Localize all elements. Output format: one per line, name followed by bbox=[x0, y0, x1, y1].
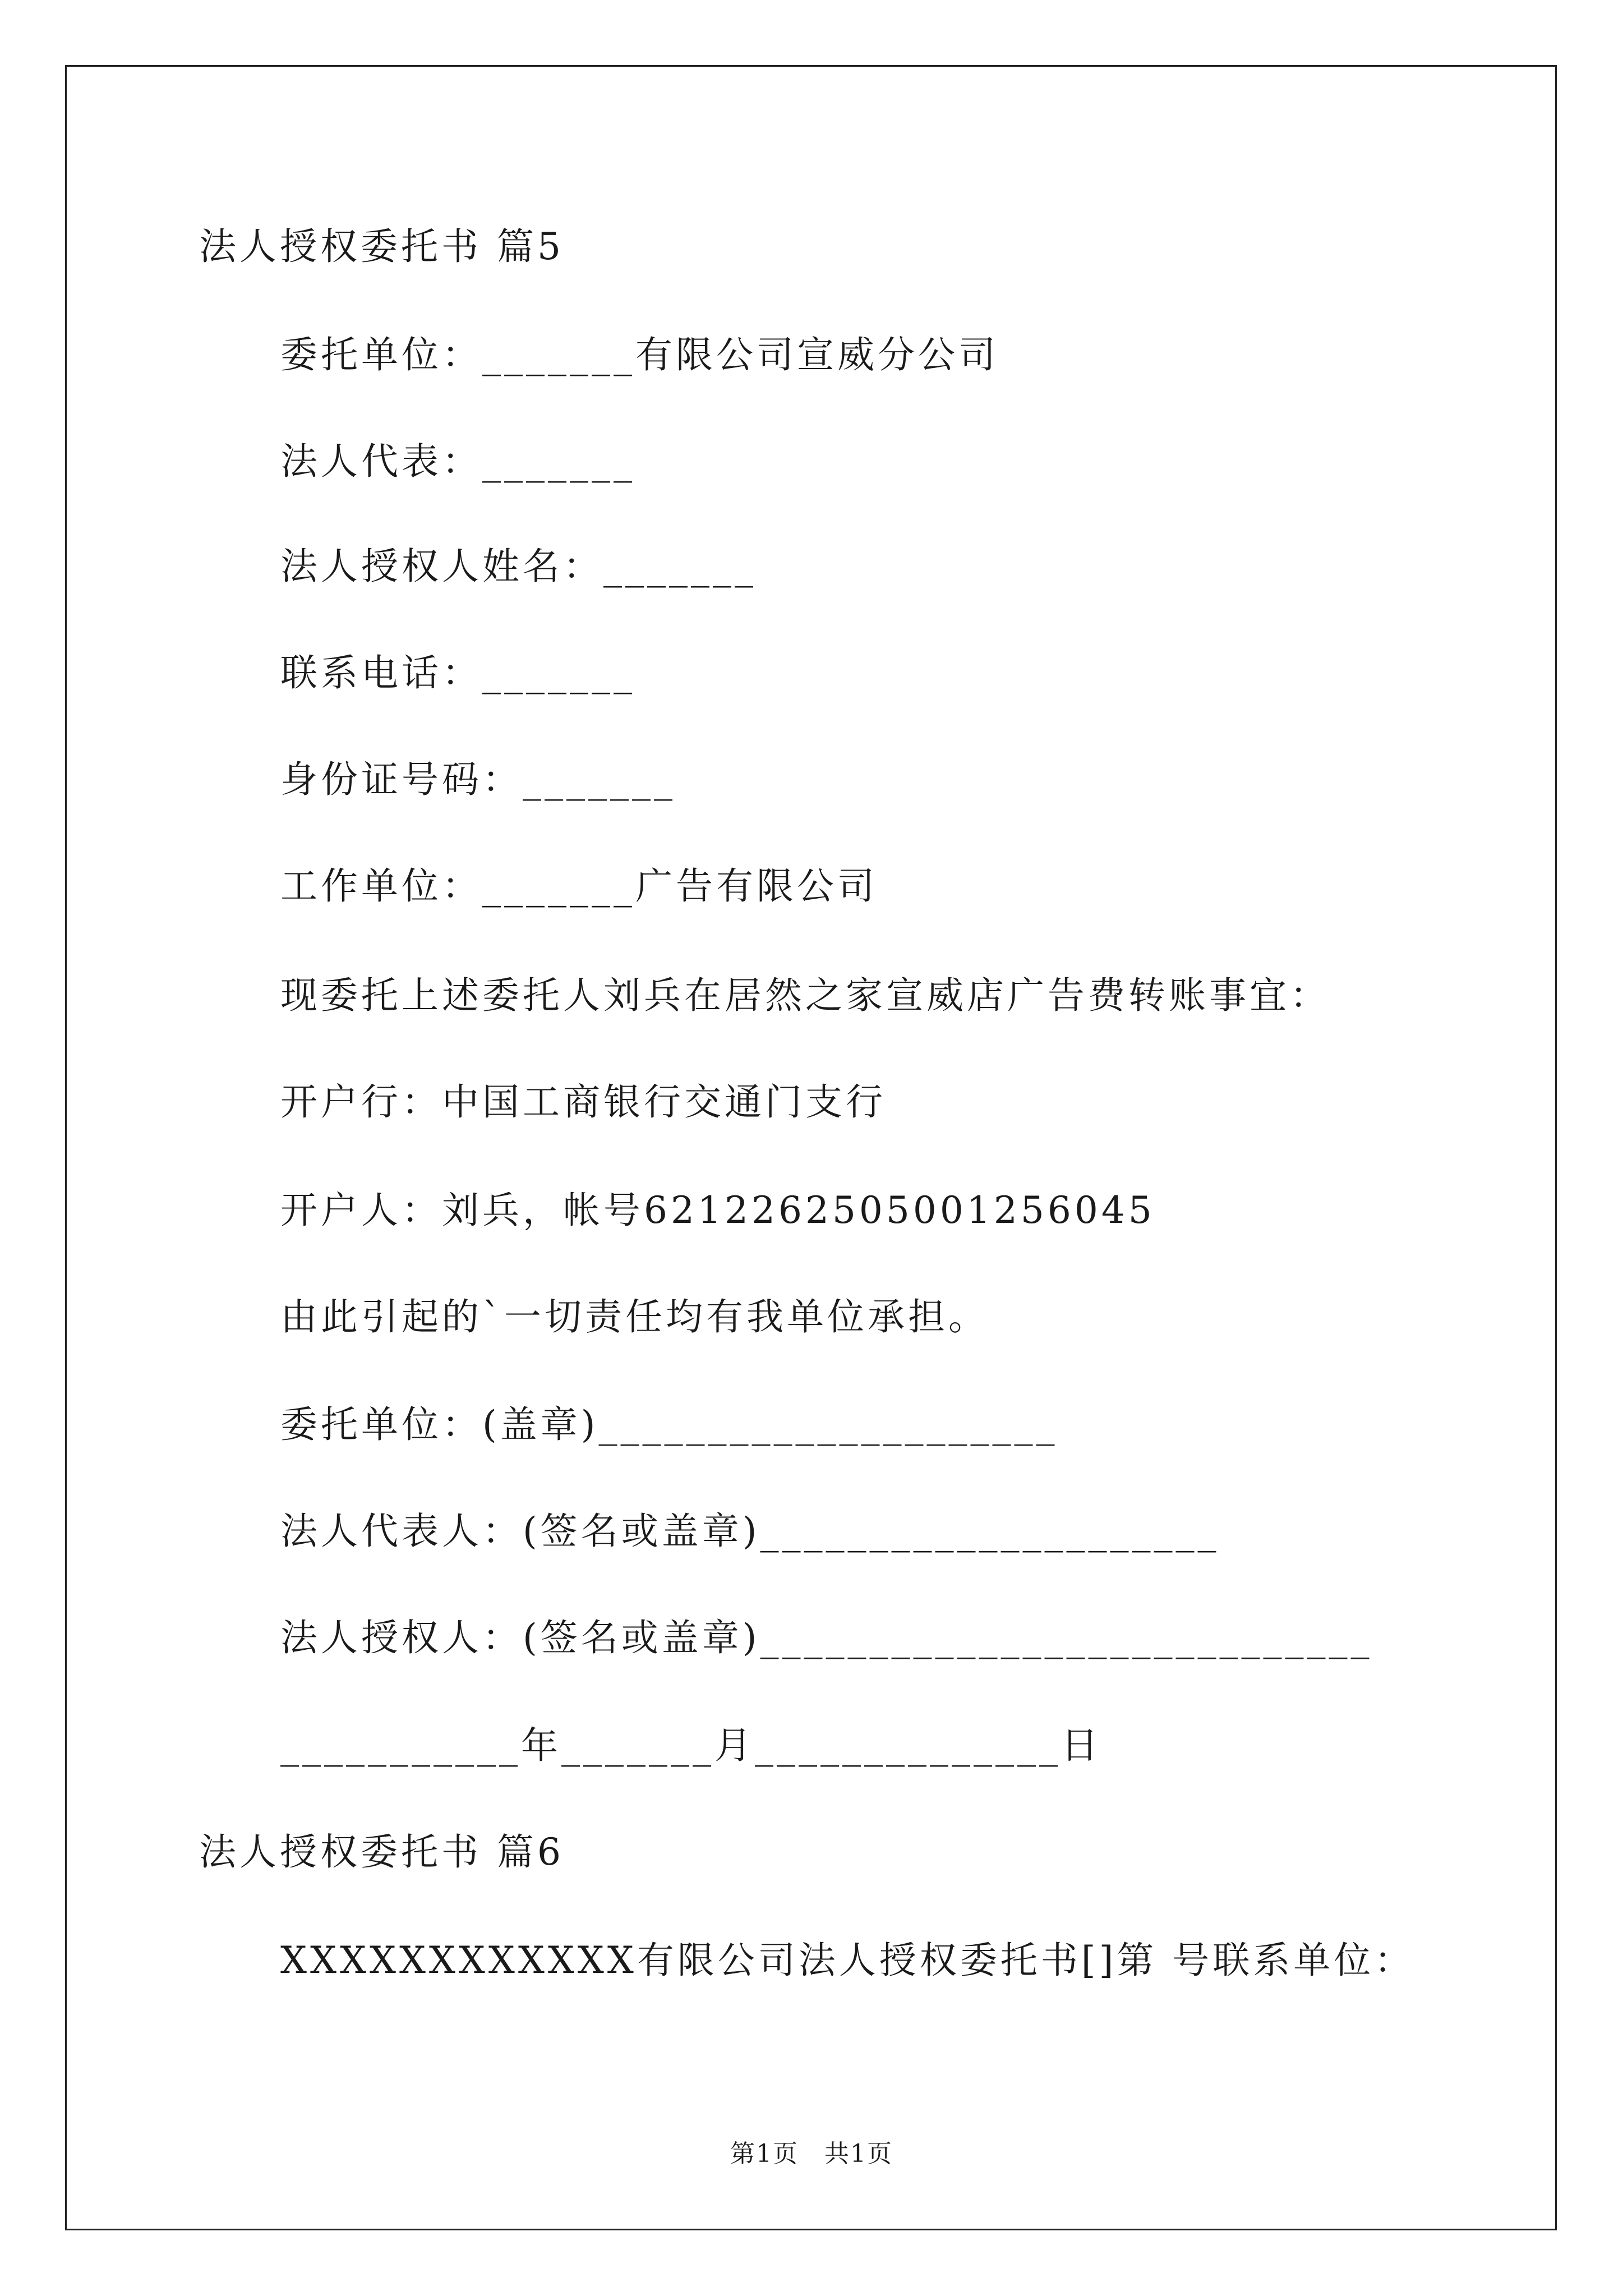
authorized-person-signature-line: 法人授权人：(签名或盖章)____________________________ bbox=[280, 1616, 1373, 1659]
phone-line: 联系电话：_______ bbox=[280, 651, 635, 694]
section-6-title: 法人授权委托书 篇6 bbox=[199, 1830, 564, 1874]
section-6-first-line: XXXXXXXXXXXX有限公司法人授权委托书[]第 号联系单位： bbox=[280, 1939, 1415, 1982]
entrusting-unit-seal-line: 委托单位：(盖章)_____________________ bbox=[280, 1403, 1058, 1446]
responsibility-statement: 由此引起的`一切责任均有我单位承担。 bbox=[280, 1295, 989, 1338]
date-line: ___________年_______月______________日 bbox=[280, 1724, 1101, 1767]
legal-representative-line: 法人代表：_______ bbox=[280, 440, 635, 483]
id-number-line: 身份证号码：_______ bbox=[280, 758, 676, 801]
entrustment-statement: 现委托上述委托人刘兵在居然之家宣威店广告费转账事宜： bbox=[280, 974, 1330, 1017]
legal-representative-signature-line: 法人代表人：(签名或盖章)_____________________ bbox=[280, 1510, 1220, 1553]
authorized-person-name-line: 法人授权人姓名：_______ bbox=[280, 545, 757, 588]
page-footer: 第1页 共1页 bbox=[730, 2139, 893, 2168]
account-holder-line: 开户人：刘兵，帐号6212262505001256045 bbox=[280, 1189, 1155, 1232]
section-5-title: 法人授权委托书 篇5 bbox=[199, 225, 564, 268]
bank-line: 开户行：中国工商银行交通门支行 bbox=[280, 1080, 886, 1124]
page-frame bbox=[65, 65, 1557, 2230]
entrusting-unit-line: 委托单位：_______有限公司宣威分公司 bbox=[280, 333, 999, 376]
work-unit-line: 工作单位：_______广告有限公司 bbox=[280, 864, 878, 908]
